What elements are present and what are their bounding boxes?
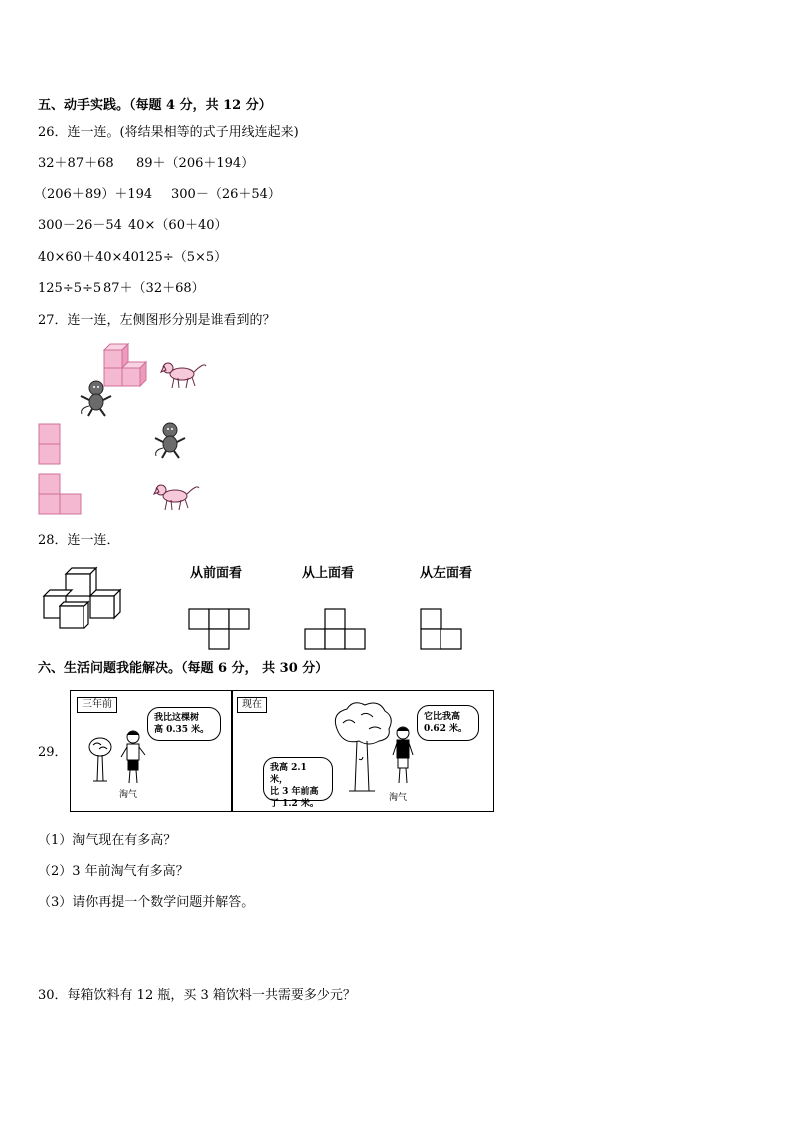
q29-subquestion-3: （3）请你再提一个数学问题并解答。	[38, 895, 255, 910]
small-tree-icon	[85, 735, 115, 785]
q26-right-expr-2: 300－（26＋54）	[171, 187, 281, 202]
q26-left-expr-1: 32＋87＋68	[38, 156, 114, 171]
big-tree-icon	[329, 699, 395, 795]
bubble-line: 它比我高	[424, 712, 461, 722]
q28-view-front-shape	[188, 608, 252, 652]
view-label-top: 从上面看	[302, 566, 355, 581]
panel-left-speech-bubble	[147, 707, 221, 741]
q26-right-expr-1: 89＋（206＋194）	[136, 156, 255, 171]
panel-left-title: 三年前	[77, 697, 117, 713]
q29-subquestion-2: （2）3 年前淘气有多高？	[38, 864, 189, 879]
q26-right-expr-5: 87＋（32＋68）	[103, 281, 205, 296]
bubble-line: 我比这棵树	[154, 713, 200, 723]
bubble-line: 我高 2.1 米，	[270, 763, 307, 785]
q27-view-shape-2	[38, 473, 84, 515]
monkey-icon	[78, 378, 114, 418]
q28-view-top-shape	[304, 608, 368, 652]
dog-icon	[152, 478, 202, 514]
q30-prompt: 30．每箱饮料有 12 瓶，买 3 箱饮料一共需要多少元？	[38, 988, 356, 1003]
q28-prompt: 28．连一连．	[38, 533, 120, 548]
dog-icon	[160, 356, 208, 392]
q29-comic-frame	[70, 690, 494, 812]
q26-right-expr-3: 40×（60＋40）	[128, 218, 228, 233]
q29-number: 29．	[38, 745, 68, 760]
section-5-heading: 五、动手实践。（每题 4 分，共 12 分）	[38, 98, 272, 113]
comic-divider	[231, 691, 233, 811]
q26-left-expr-5: 125÷5÷5	[38, 281, 102, 296]
view-label-front: 从前面看	[190, 566, 243, 581]
q26-left-expr-2: （206＋89）＋194	[34, 187, 153, 202]
q26-prompt: 26．连一连。(将结果相等的式子用线连起来)	[38, 125, 299, 140]
q28-cube-solid-figure	[42, 566, 126, 630]
bubble-line: 高 0.35 米。	[154, 725, 210, 735]
monkey-icon	[152, 420, 188, 460]
panel-right-speech-bubble-left	[263, 757, 333, 809]
q29-subquestion-1: （1）淘气现在有多高？	[38, 833, 177, 848]
panel-right-title: 现在	[237, 697, 267, 713]
boy-icon	[389, 725, 417, 787]
q27-prompt: 27．连一连，左侧图形分别是谁看到的？	[38, 313, 276, 328]
panel-right-speech-bubble-top	[417, 705, 479, 741]
q26-left-expr-3: 300－26－54	[38, 218, 122, 233]
q27-view-shape-1	[38, 423, 62, 465]
bubble-line: 比 3 年前高	[270, 787, 319, 797]
bubble-line: 了 1.2 米。	[270, 799, 319, 809]
bubble-line: 0.62 米。	[424, 724, 468, 734]
section-6-heading: 六、生活问题我能解决。（每题 6 分， 共 30 分）	[38, 661, 329, 676]
q28-view-left-shape	[420, 608, 464, 652]
view-label-left: 从左面看	[420, 566, 473, 581]
q26-left-expr-4: 40×60＋40×40	[38, 250, 139, 265]
panel-right-name: 淘气	[389, 793, 408, 803]
q26-right-expr-4: 125÷（5×5）	[138, 250, 228, 265]
panel-left-name: 淘气	[119, 790, 138, 800]
boy-icon	[119, 729, 147, 787]
